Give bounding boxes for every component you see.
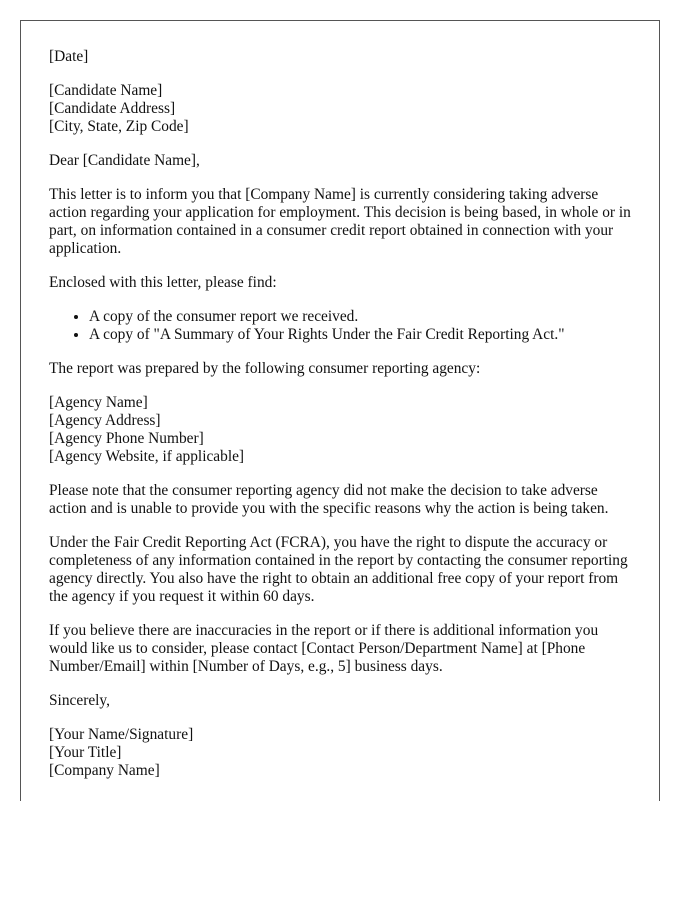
recipient-name: [Candidate Name] (49, 82, 163, 99)
closing: Sincerely, (49, 692, 110, 709)
letter-date (49, 48, 631, 66)
fcra-paragraph: Under the Fair Credit Reporting Act (FCRA), you have the right to dispute the accuracy or completeness of any information contained in the report by contacting the consumer reporting agency directly. You also have the right to obtain an additional free copy of your report from the agency if you request it within 60 days. (49, 534, 628, 605)
intro-paragraph: This letter is to inform you that [Company Name] is currently considering taking adverse action regarding your application for employment. This decision is being based, in whole or in part, on information contained in a consumer credit report obtained in connection with your application. (49, 186, 631, 257)
signature-title: [Your Title] (49, 744, 122, 761)
agency-block (49, 394, 631, 466)
agency-note-paragraph: Please note that the consumer reporting agency did not make the decision to take adverse action and is unable to provide you with the specific reasons why the action is being taken. (49, 482, 609, 517)
signature-name: [Your Name/Signature] (49, 726, 194, 743)
letter-page (20, 20, 660, 801)
signature-block (49, 726, 631, 780)
date-text: [Date] (49, 48, 89, 65)
signature-company: [Company Name] (49, 762, 160, 779)
recipient-city-state-zip: [City, State, Zip Code] (49, 118, 189, 135)
list-item: • A copy of the consumer report we received. (89, 308, 631, 326)
contact-paragraph: If you believe there are inaccuracies in the report or if there is additional information you would like us to consider, please contact [Contact Person/Department Name] at [Phone Number/Email] within [Number of Days, e.g., 5] business days. (49, 622, 599, 675)
agency-phone: [Agency Phone Number] (49, 430, 204, 447)
recipient-address-block (49, 82, 631, 136)
agency-intro: The report was prepared by the following consumer reporting agency: (49, 360, 481, 377)
enclosures-list (49, 308, 631, 344)
recipient-address: [Candidate Address] (49, 100, 176, 117)
enclosed-intro: Enclosed with this letter, please find: (49, 274, 277, 291)
salutation: Dear [Candidate Name], (49, 152, 200, 169)
agency-website: [Agency Website, if applicable] (49, 448, 245, 465)
agency-address: [Agency Address] (49, 412, 161, 429)
list-item: • A copy of "A Summary of Your Rights Under the Fair Credit Reporting Act." (89, 326, 631, 344)
agency-name: [Agency Name] (49, 394, 148, 411)
